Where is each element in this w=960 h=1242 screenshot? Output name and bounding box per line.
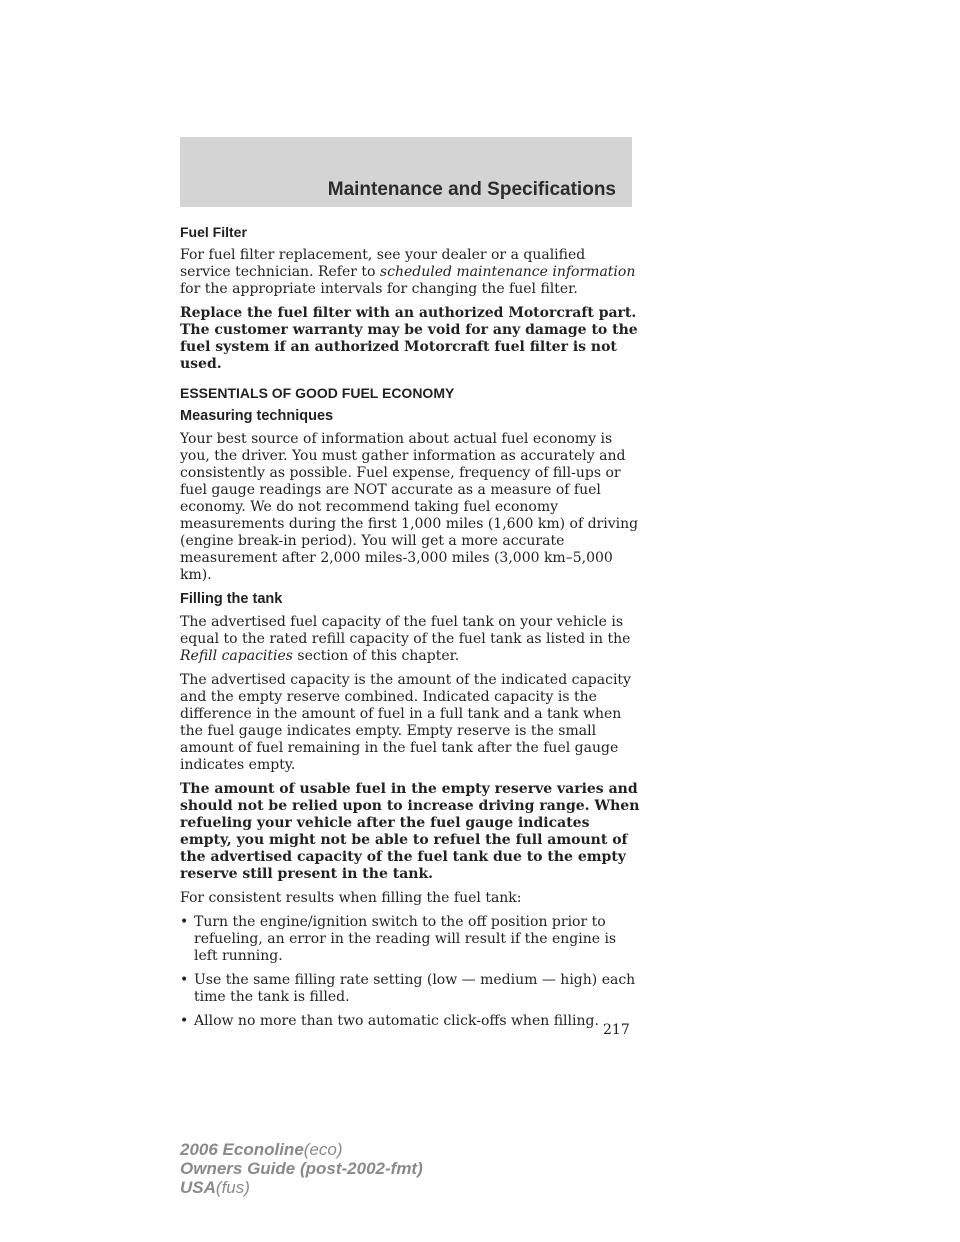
list-item (180, 914, 640, 965)
measuring-paragraph: Your best source of information about actual fuel economy is you, the driver. You must gather information as accurately and consistently as possible. Fuel expense, frequency of fill-ups or fuel gauge readings are NOT accurate as a measure of fuel economy. We do not recommend taking fuel economy measurements during the first 1,000 miles (1,600 km) of driving (engine break-in period). You will get a more accurate measurement after 2,000 miles-3,000 miles (3,000 km–5,000 km). (180, 431, 639, 583)
bullet-icon: • (180, 914, 189, 930)
footer-region-code: (fus) (215, 1178, 250, 1197)
section-header-band (180, 137, 632, 207)
measuring-techniques-heading: Measuring techniques (180, 408, 334, 424)
empty-reserve-warning: The amount of usable fuel in the empty reserve varies and should not be relied upon to increase driving range. When refueling your vehicle after the fuel gauge indicates empty, you might not be able to refuel the full amount of the advertised capacity of the fuel tank due to the empty reserve still present in the tank. (180, 781, 640, 882)
footer-model: 2006 Econoline (180, 1140, 304, 1159)
fuel-filter-heading: Fuel Filter (180, 224, 247, 240)
list-item-text: Use the same filling rate setting (low — medium — high) each time the tank is filled. (194, 972, 636, 1005)
footer-region: USA (180, 1178, 216, 1197)
footer-line-2: Owners Guide (post-2002-fmt) (180, 1159, 423, 1178)
filling-tips-list (180, 914, 640, 1030)
footer-line-3 (180, 1178, 423, 1197)
section-title: Maintenance and Specifications (327, 179, 616, 200)
list-item (180, 1013, 640, 1030)
filling-tank-heading: Filling the tank (180, 591, 283, 607)
filling-text-b: section of this chapter. (297, 648, 460, 664)
footer-model-code: (eco) (303, 1140, 343, 1159)
bullet-icon: • (180, 972, 189, 988)
fuel-filter-warning: Replace the fuel filter with an authorized Motorcraft part. The customer warranty may be void for any damage to the fuel system if an authorized Motorcraft fuel filter is not used. (180, 305, 638, 372)
footer-line-1 (180, 1140, 423, 1159)
list-item-text: Turn the engine/ignition switch to the off position prior to refueling, an error in the reading will result if the engine is left running. (194, 914, 617, 964)
fuel-economy-heading: ESSENTIALS OF GOOD FUEL ECONOMY (180, 385, 455, 401)
page-content (180, 224, 640, 1037)
list-item-text: Allow no more than two automatic click-offs when filling. (194, 1013, 599, 1029)
filling-paragraph-2: The advertised capacity is the amount of the indicated capacity and the empty reserve combined. Indicated capacity is the difference in the amount of fuel in a full tank and a tank when the fuel gauge indicates empty. Empty reserve is the small amount of fuel remaining in the fuel tank after the fuel gauge indicates empty. (180, 672, 631, 773)
document-footer (180, 1140, 423, 1197)
fuel-filter-paragraph (180, 247, 640, 298)
fuel-filter-text-b: for the appropriate intervals for changing the fuel filter. (180, 281, 578, 297)
bullet-icon: • (180, 1013, 189, 1029)
refill-capacities-reference: Refill capacities (180, 648, 293, 664)
page-number: 217 (603, 1022, 630, 1038)
filling-text-a: The advertised fuel capacity of the fuel tank on your vehicle is equal to the rated refill capacity of the fuel tank as listed in the (180, 614, 631, 647)
list-item (180, 972, 640, 1006)
consistent-results-intro: For consistent results when filling the fuel tank: (180, 890, 522, 906)
fuel-filter-text-a: For fuel filter replacement, see your dealer or a qualified service technician. Refer to (180, 247, 586, 280)
maintenance-info-reference: scheduled maintenance information (379, 264, 636, 280)
filling-paragraph-1 (180, 614, 640, 665)
